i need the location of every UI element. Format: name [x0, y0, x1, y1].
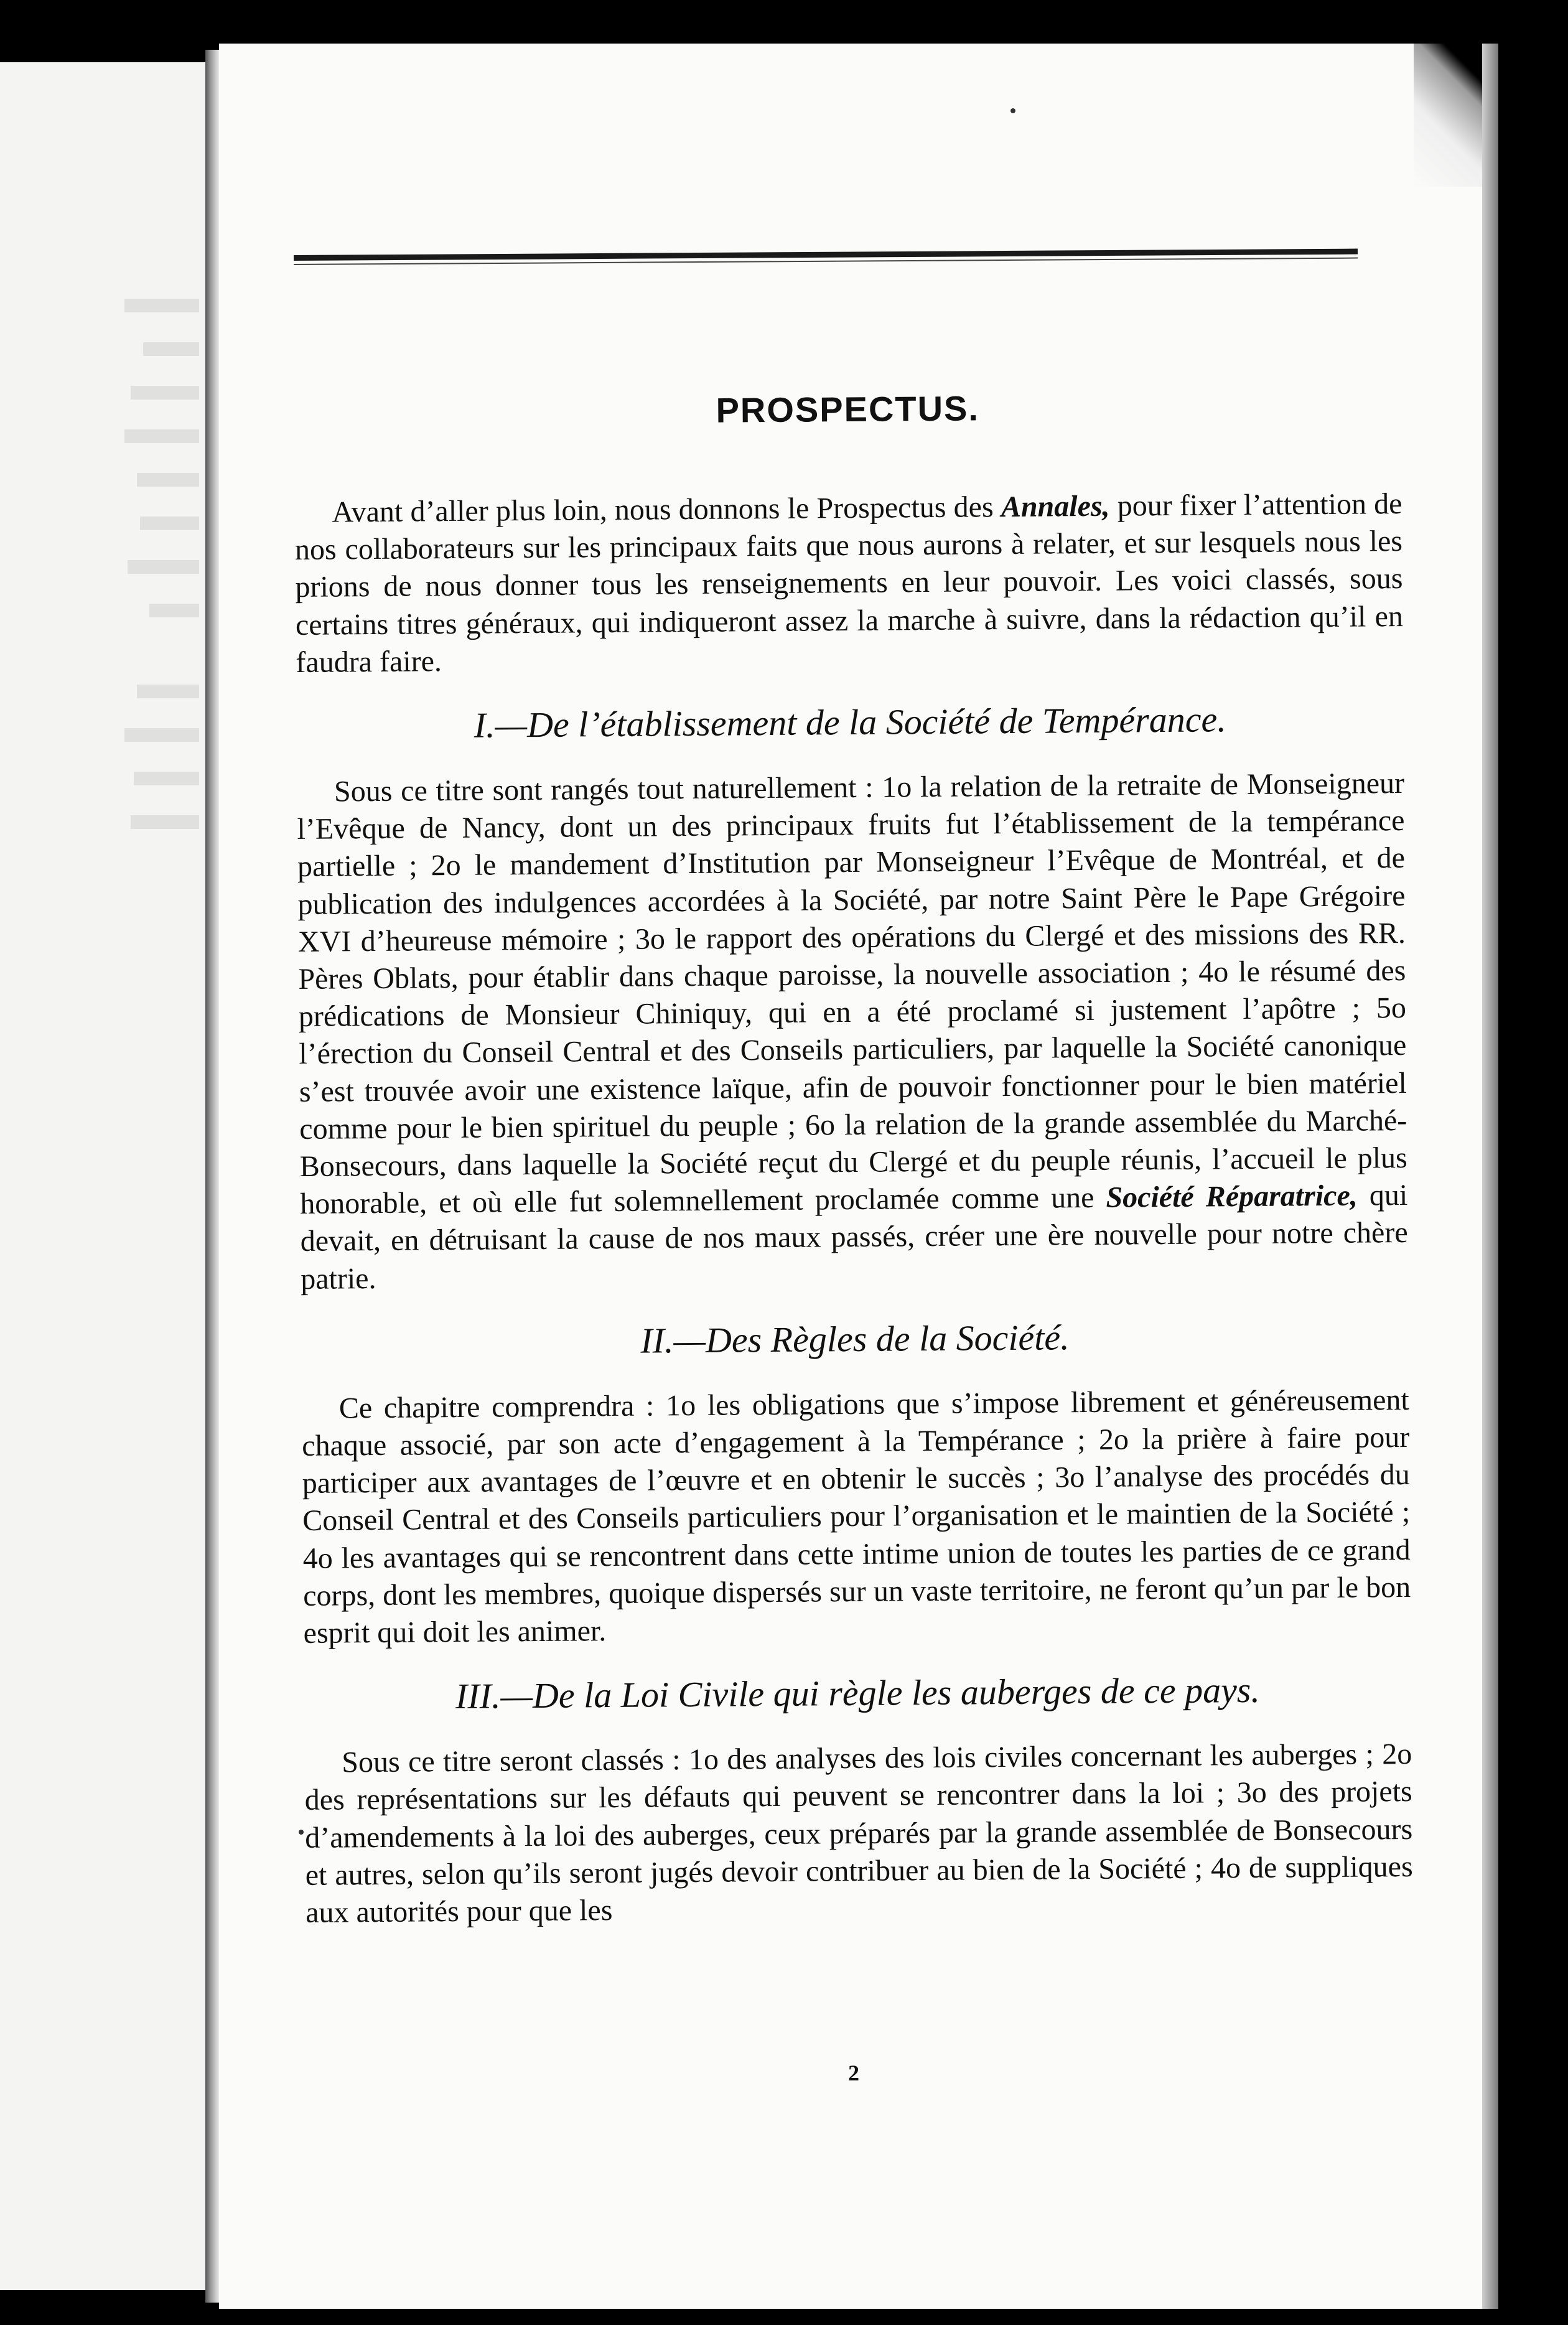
bleed-through-text — [134, 772, 199, 785]
paper-speck — [299, 1830, 304, 1835]
annales-emphasis: Annales, — [1001, 489, 1110, 524]
bleed-through-text — [137, 473, 199, 487]
bleed-through-text — [149, 604, 199, 617]
section-1-paragraph — [297, 765, 1409, 1298]
bleed-through-text — [131, 386, 199, 400]
paper-speck — [1010, 108, 1015, 113]
section-3-paragraph: Sous ce titre seront classés : 1o des analyses des lois civiles concernant les auberges ; 2o des représentations sur les défauts qui peuvent se rencontrer dans la loi ; 3o des projets d’amendements à la loi des auberges, ceux préparés par la grande assemblée de Bonsecours et autres, selon qu’ils seront jugés devoir contribuer au bien de la Société ; 4o de suppliques aux autorités pour que les — [304, 1738, 1413, 1930]
section-1-text-start: Sous ce titre sont rangés tout naturellement : 1o la relation de la retraite de Monseigneur l’Evêque de Nancy, dont un des principaux fruits fut l’établissement de la tempérance partielle ; 2o le mandement d’Institution par Monseigneur l’Evêque de Montréal, et de publication des indulgences accordées à la Société, par notre Saint Père le Pape Grégoire XVI d’heureuse mémoire ; 3o le rapport des opérations du Clergé et des missions des RR. Pères Oblats, pour établir dans chaque paroisse, la nouvelle association ; 4o le résumé des prédications de Monsieur Chiniquy, qui en a été proclamé si justement l’apôtre ; 5o l’érection du Conseil Central et des Conseils particuliers, par laquelle la Société canonique s’est trouvée avoir une existence laïque, afin de pouvoir fonctionner pour le bien matériel comme pour le bien spirituel du peuple ; 6o la relation de la grande assemblée du Marché-Bonsecours, dans laquelle la Société reçut du Clergé et du peuple réunis, l’accueil le plus honorable, et où elle fut solemnellement proclamée comme une — [297, 767, 1407, 1221]
bleed-through-text — [128, 560, 199, 574]
bleed-through-text — [140, 517, 199, 530]
section-heading-1: I.—De l’établissement de la Société de Tempérance. — [474, 699, 1226, 746]
bleed-through-text — [143, 342, 199, 356]
section-heading-2: II.—Des Règles de la Société. — [640, 1317, 1070, 1361]
document-page — [219, 44, 1482, 2309]
section-heading-3: III.—De la Loi Civile qui règle les auberges de ce pays. — [455, 1670, 1261, 1717]
page-corner-fold — [1414, 44, 1482, 187]
page-title: PROSPECTUS. — [716, 388, 980, 430]
bleed-through-text — [124, 728, 199, 742]
section-2-paragraph: Ce chapitre comprendra : 1o les obligations que s’impose librement et généreusement chaque associé, par son acte d’engagement à la Tempérance ; 2o la prière à faire pour participer aux avantages de l’œuvre et en obtenir le succès ; 3o l’analyse des procédés du Conseil Central et des Conseils particuliers pour l’organisation et le maintien de la Société ; 4o les avantages qui se rencontrent dans cette intime union de toutes les parties de ce grand corps, dont les membres, quoique dispersés sur un vaste territoire, ne feront qu’un par le bon esprit qui doit les animer. — [302, 1383, 1411, 1650]
bleed-through-text — [131, 815, 199, 829]
page-body — [294, 383, 1413, 1932]
page-right-edge — [1482, 44, 1498, 2309]
facing-page-edge — [0, 62, 205, 2290]
section-1-text-end: qui devait, en détruisant la cause de nos maux passés, créer une ère nouvelle pour notre chère patrie. — [300, 1179, 1408, 1296]
intro-paragraph — [294, 485, 1403, 681]
book-gutter — [205, 50, 219, 2303]
bleed-through-text — [124, 429, 199, 443]
bleed-through-text — [137, 685, 199, 698]
bleed-through-text — [124, 299, 199, 312]
section-1-emphasis: Société Réparatrice, — [1106, 1179, 1358, 1215]
intro-text-start: Avant d’aller plus loin, nous donnons le Prospectus des — [332, 490, 1002, 529]
intro-text-end: pour fixer l’attention de nos collaborateurs sur les principaux faits que nous aurons à relater, et sur lesquels nous les prions de nous donner tous les renseignements en leur pouvoir. Les voici classés, sous certains titres généraux, qui indiqueront assez la marche à suivre, dans la rédaction qu’il en faudra faire. — [294, 487, 1404, 679]
page-number: 2 — [848, 2061, 859, 2085]
header-rule — [294, 249, 1358, 261]
